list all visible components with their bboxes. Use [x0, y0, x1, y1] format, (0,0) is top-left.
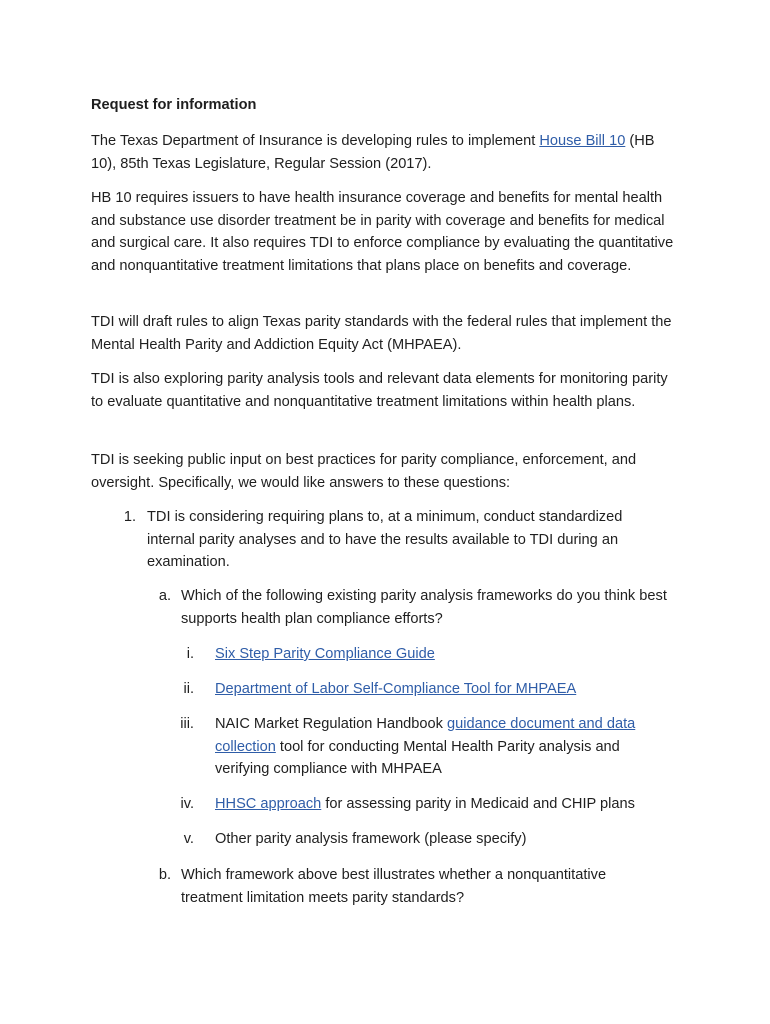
list-marker-v: v. [183, 831, 194, 847]
question-1-text: TDI is considering requiring plans to, at a minimum, conduct standardized internal parity analyses and to have the results available to TDI during an examination. [147, 509, 623, 570]
question-1b-text: Which framework above best illustrates whether a nonquantitative treatment limitation meets parity standards? [181, 867, 607, 906]
framework-option-i [215, 643, 675, 666]
hhsc-approach-link[interactable]: HHSC approach [215, 796, 322, 812]
hhsc-text-after: for assessing parity in Medicaid and CHIP plans [321, 796, 635, 812]
list-marker-b: b. [158, 867, 171, 883]
hb10-requirements-paragraph: HB 10 requires issuers to have health insurance coverage and benefits for mental health and substance use disorder treatment be in parity with coverage and benefits for medical and surgical care. It also requires TDI to enforce compliance by evaluating the quantitative and nonquantitative treatment limitations that plans place on benefits and coverage. [91, 190, 674, 274]
section-heading: Request for information [91, 97, 257, 113]
list-marker-ii: ii. [183, 681, 194, 697]
intro-text-after: (HB 10), 85th Texas Legislature, Regular Session (2017). [91, 133, 655, 172]
dol-self-compliance-tool-link[interactable]: Department of Labor Self-Compliance Tool for MHPAEA [215, 681, 577, 697]
framework-option-iv [215, 793, 675, 816]
list-marker-iv: iv. [180, 796, 194, 812]
naic-text-before: NAIC Market Regulation Handbook [215, 716, 447, 732]
six-step-guide-link[interactable]: Six Step Parity Compliance Guide [215, 646, 435, 662]
naic-guidance-link[interactable]: guidance document and data collection [215, 716, 636, 755]
public-input-paragraph: TDI is seeking public input on best practices for parity compliance, enforcement, and oversight. Specifically, we would like answers to these questions: [91, 452, 637, 491]
list-marker-i: i. [186, 646, 194, 662]
intro-text-before: The Texas Department of Insurance is developing rules to implement [91, 133, 540, 149]
framework-option-iii [215, 713, 670, 781]
framework-option-ii [215, 678, 675, 701]
list-marker-iii: iii. [180, 716, 194, 732]
intro-paragraph [91, 130, 681, 175]
parity-tools-paragraph: TDI is also exploring parity analysis tools and relevant data elements for monitoring parity to evaluate quantitative and nonquantitative treatment limitations within health plans. [91, 371, 668, 410]
list-marker-1: 1. [123, 509, 136, 525]
draft-rules-paragraph: TDI will draft rules to align Texas parity standards with the federal rules that implement the Mental Health Parity and Addiction Equity Act (MHPAEA). [91, 314, 672, 353]
framework-option-v: Other parity analysis framework (please specify) [215, 831, 527, 847]
house-bill-10-link[interactable]: House Bill 10 [539, 133, 626, 149]
question-1a-text: Which of the following existing parity analysis frameworks do you think best supports health plan compliance efforts? [181, 588, 667, 627]
naic-text-after: tool for conducting Mental Health Parity analysis and verifying compliance with MHPAEA [215, 738, 620, 777]
list-marker-a: a. [158, 588, 171, 604]
